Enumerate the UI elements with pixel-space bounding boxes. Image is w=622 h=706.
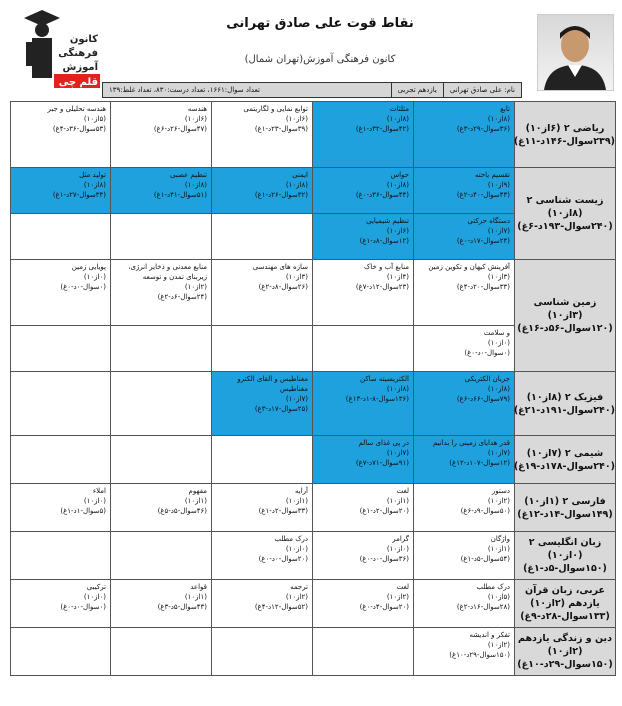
topic-score: (۹از۱۰) bbox=[487, 181, 510, 189]
topic-cell bbox=[11, 214, 111, 260]
topic-name: پویایی زمین bbox=[71, 263, 106, 271]
topic-name: املاء bbox=[92, 487, 106, 495]
logo-line4: قلم چی bbox=[58, 77, 98, 88]
topic-score: (۷از۱۰) bbox=[285, 395, 308, 403]
topic-stats: (۵۴سوال-۵د-۱غ) bbox=[460, 555, 510, 563]
topic-cell bbox=[313, 102, 414, 168]
topic-score: (۸از۱۰) bbox=[184, 181, 207, 189]
topic-cell bbox=[313, 436, 414, 484]
topic-cell bbox=[111, 532, 212, 580]
student-info-bar bbox=[102, 82, 522, 98]
subject-name: ریاضی ۲ (۶از۱۰) bbox=[525, 122, 605, 134]
topic-stats: (۳۶سوال-۲۹د-۳غ) bbox=[456, 125, 510, 133]
topic-name: تنظیم عصبی bbox=[170, 171, 207, 179]
topic-score: (۱از۱۰) bbox=[184, 593, 207, 601]
topic-stats: (۲۴سوال-۱۷د-۰غ) bbox=[456, 237, 510, 245]
subject-cell bbox=[515, 484, 616, 532]
topic-cell bbox=[313, 628, 414, 676]
table-row bbox=[11, 532, 616, 580]
topic-stats: (۱۲سوال-۸د-۱غ) bbox=[359, 237, 409, 245]
topic-score: (۱از۱۰) bbox=[285, 497, 308, 505]
topic-cell bbox=[212, 484, 313, 532]
topic-score: (۰از۱۰) bbox=[487, 339, 510, 347]
topic-name: تنظیم شیمیایی bbox=[366, 217, 409, 225]
topic-name: و سلامت bbox=[483, 329, 510, 337]
topic-name: ترکیبی bbox=[86, 583, 106, 591]
topic-name: منابع آب و خاک bbox=[364, 263, 409, 271]
topic-cell bbox=[11, 168, 111, 214]
student-photo bbox=[537, 14, 614, 91]
subject-cell bbox=[515, 580, 616, 628]
topic-cell bbox=[414, 436, 515, 484]
subject-cell bbox=[515, 628, 616, 676]
topic-stats: (۹۱سوال-۷۱د-۷غ) bbox=[355, 459, 409, 467]
topic-stats: (۵۱سوال-۴۱د-۱غ) bbox=[153, 191, 207, 199]
topic-cell bbox=[111, 168, 212, 214]
topic-cell bbox=[111, 484, 212, 532]
topic-cell bbox=[414, 532, 515, 580]
topic-stats: (۳۹سوال-۲۳د-۱غ) bbox=[254, 125, 308, 133]
topic-score: (۶از۱۰) bbox=[184, 115, 207, 123]
topic-cell bbox=[313, 532, 414, 580]
topic-score: (۲از۱۰) bbox=[386, 593, 409, 601]
topic-stats: (۲۰سوال-۲د-۱غ) bbox=[359, 507, 409, 515]
topic-score: (۱از۱۰) bbox=[386, 497, 409, 505]
topic-name: سازه های مهندسی bbox=[252, 263, 308, 271]
topic-cell bbox=[111, 214, 212, 260]
logo-line3: آموزش bbox=[62, 62, 98, 73]
topic-name: آفرینش کیهان و تکوین زمین bbox=[428, 263, 510, 271]
topic-stats: (۴۶سوال-۵د-۵غ) bbox=[157, 507, 207, 515]
topic-cell bbox=[414, 628, 515, 676]
topic-name: هندسه bbox=[187, 105, 207, 113]
topic-cell bbox=[414, 484, 515, 532]
topic-name: قدر هدایای زمینی را بدانیم bbox=[433, 439, 510, 447]
topic-name: جریان الکتریکی bbox=[464, 375, 510, 383]
topic-score: (۸از۱۰) bbox=[386, 181, 409, 189]
topic-score: (۲از۱۰) bbox=[184, 283, 207, 291]
topic-cell bbox=[212, 532, 313, 580]
topic-stats: (۵۲سوال-۱۲د-۴غ) bbox=[254, 603, 308, 611]
topic-name: درک مطلب bbox=[476, 583, 510, 591]
topic-name: قواعد bbox=[190, 583, 207, 591]
topic-score: (۰از۱۰) bbox=[83, 593, 106, 601]
topic-cell bbox=[11, 532, 111, 580]
subject-stats: (۲۴۰سوال-۱۷۸د-۱۹غ) bbox=[513, 460, 615, 472]
topic-score: (۸از۱۰) bbox=[83, 181, 106, 189]
topic-cell bbox=[414, 326, 515, 372]
strengths-table bbox=[10, 101, 616, 676]
table-row bbox=[11, 168, 616, 214]
topic-cell bbox=[414, 214, 515, 260]
topic-cell bbox=[313, 484, 414, 532]
subject-name: زمین شناسی (۳از۱۰) bbox=[533, 297, 597, 321]
subject-stats: (۱۲۰سوال-۵۶د-۱۶غ) bbox=[517, 323, 613, 334]
subject-cell bbox=[515, 168, 616, 260]
topic-name: توابع نمایی و لگاریتمی bbox=[243, 105, 308, 113]
topic-cell bbox=[212, 214, 313, 260]
subject-name: شیمی ۲ (۷از۱۰) bbox=[526, 447, 604, 459]
table-row bbox=[11, 260, 616, 326]
topic-cell bbox=[212, 260, 313, 326]
subject-name: دین و زندگی یازدهم (۲از۱۰) bbox=[518, 633, 612, 657]
table-row bbox=[11, 580, 616, 628]
topic-score: (۴از۱۰) bbox=[386, 273, 409, 281]
subject-cell bbox=[515, 436, 616, 484]
topic-cell bbox=[313, 372, 414, 436]
topic-cell bbox=[111, 580, 212, 628]
subject-name: زبان انگلیسی ۲ (۰از۱۰) bbox=[528, 537, 602, 561]
topic-cell bbox=[11, 102, 111, 168]
topic-name: گرامر bbox=[392, 535, 409, 543]
topic-stats: (۲۶سوال-۸د-۲غ) bbox=[258, 283, 308, 291]
topic-score: (۸از۱۰) bbox=[487, 385, 510, 393]
topic-cell bbox=[212, 326, 313, 372]
topic-cell bbox=[414, 102, 515, 168]
student-grade: یازدهم تجربی bbox=[391, 83, 443, 97]
topic-score: (۱از۱۰) bbox=[487, 545, 510, 553]
topic-score: (۶از۱۰) bbox=[386, 227, 409, 235]
topic-score: (۵از۱۰) bbox=[487, 593, 510, 601]
topic-name: درک مطلب bbox=[274, 535, 308, 543]
subject-stats: (۱۳۳سوال-۲۸د-۹غ) bbox=[520, 611, 610, 622]
topic-cell bbox=[111, 260, 212, 326]
topic-cell bbox=[212, 372, 313, 436]
topic-name: تقسیم یاخته bbox=[474, 171, 510, 179]
topic-cell bbox=[414, 580, 515, 628]
topic-cell bbox=[111, 326, 212, 372]
topic-stats: (۲۰سوال-۰د-۰غ) bbox=[258, 555, 308, 563]
table-row bbox=[11, 484, 616, 532]
subject-cell bbox=[515, 102, 616, 168]
topic-score: (۸از۱۰) bbox=[386, 115, 409, 123]
topic-stats: (۱۳۶سوال-۸-۱د-۱۳غ) bbox=[345, 395, 409, 403]
topic-cell bbox=[11, 580, 111, 628]
topic-stats: (۰سوال-۰د-۰غ) bbox=[464, 349, 510, 357]
topic-name: الکتریسیته ساکن bbox=[360, 375, 409, 383]
topic-name: ایمنی bbox=[292, 171, 308, 179]
topic-name: لغت bbox=[396, 487, 409, 495]
topic-stats: (۴۴سوال-۳۶د-۰غ) bbox=[355, 191, 409, 199]
topic-stats: (۵۰سوال-۹د-۶غ) bbox=[460, 507, 510, 515]
topic-score: (۱از۱۰) bbox=[184, 497, 207, 505]
subject-cell bbox=[515, 532, 616, 580]
topic-stats: (۳۳سوال-۲د-۱غ) bbox=[258, 507, 308, 515]
topic-cell bbox=[414, 372, 515, 436]
topic-score: (۳از۱۰) bbox=[487, 273, 510, 281]
table-row bbox=[11, 372, 616, 436]
table-row bbox=[11, 436, 616, 484]
topic-cell bbox=[111, 372, 212, 436]
topic-stats: (۴۳سوال-۴۰د-۲غ) bbox=[456, 191, 510, 199]
topic-cell bbox=[212, 436, 313, 484]
topic-score: (۷از۱۰) bbox=[386, 449, 409, 457]
logo-line2: فرهنگی bbox=[58, 48, 98, 59]
topic-cell bbox=[212, 580, 313, 628]
topic-stats: (۳۴سوال-۲۷د-۱غ) bbox=[52, 191, 106, 199]
subject-name: عربی، زبان قرآن یازدهم (۲از۱۰) bbox=[524, 585, 605, 609]
topic-score: (۰از۱۰) bbox=[83, 497, 106, 505]
topic-stats: (۲۵سوال-۱۷د-۳غ) bbox=[254, 405, 308, 413]
topic-name: واژگان bbox=[490, 535, 510, 543]
topic-score: (۸از۱۰) bbox=[285, 181, 308, 189]
subject-stats: (۱۵۰سوال-۵د-۱غ) bbox=[523, 563, 607, 574]
topic-name: مثلثات bbox=[389, 105, 409, 113]
topic-name: ترجمه bbox=[290, 583, 308, 591]
topic-score: (۳از۱۰) bbox=[285, 273, 308, 281]
topic-name: تولید مثل bbox=[79, 171, 106, 179]
topic-stats: (۴۷سوال-۲۶د-۶غ) bbox=[153, 125, 207, 133]
table-row bbox=[11, 628, 616, 676]
topic-cell bbox=[313, 214, 414, 260]
subject-name: زیست شناسی ۲ (۸از۱۰) bbox=[526, 195, 604, 219]
topic-cell bbox=[111, 102, 212, 168]
topic-stats: (۱۵۰سوال-۲۹د-۱۰غ) bbox=[449, 651, 510, 659]
topic-stats: (۵سوال-۱د-۱غ) bbox=[60, 507, 106, 515]
topic-name: دستگاه حرکتی bbox=[467, 217, 510, 225]
topic-cell bbox=[11, 436, 111, 484]
topic-name: مغناطیس و القای الکترو مغناطیس bbox=[237, 375, 308, 393]
topic-name: تابع bbox=[500, 105, 510, 113]
topic-name: حواس bbox=[390, 171, 409, 179]
topic-cell bbox=[313, 168, 414, 214]
topic-cell bbox=[11, 372, 111, 436]
topic-score: (۲از۱۰) bbox=[487, 641, 510, 649]
subject-stats: (۲۴۰سوال-۱۹۱د-۲۱غ) bbox=[513, 404, 615, 416]
subject-stats: (۱۵۰سوال-۲۹د-۱۰غ) bbox=[517, 659, 613, 670]
subject-cell bbox=[515, 260, 616, 372]
topic-stats: (۴۲سوال-۳۲د-۱غ) bbox=[355, 125, 409, 133]
topic-cell bbox=[414, 260, 515, 326]
topic-score: (۰از۱۰) bbox=[386, 545, 409, 553]
student-name: نام: علی صادق تهرانی bbox=[443, 83, 521, 97]
subject-stats: (۱۴۹سوال-۱۴د-۱۲غ) bbox=[517, 508, 613, 520]
topic-stats: (۳۳سوال-۲۰د-۴غ) bbox=[456, 283, 510, 291]
subject-stats: (۲۴۰سوال-۱۹۳د-۶غ) bbox=[517, 221, 613, 232]
topic-name: دستور bbox=[491, 487, 510, 495]
topic-score: (۲از۱۰) bbox=[285, 593, 308, 601]
topic-cell bbox=[111, 436, 212, 484]
subject-cell bbox=[515, 372, 616, 436]
topic-score: (۲از۱۰) bbox=[487, 497, 510, 505]
subject-stats: (۲۳۹سوال-۱۴۶د-۱۱غ) bbox=[513, 135, 615, 147]
topic-stats: (۰سوال-۰د-۰غ) bbox=[60, 283, 106, 291]
kanoon-logo bbox=[20, 8, 104, 100]
topic-stats: (۳۲سوال-۲۶د-۱غ) bbox=[254, 191, 308, 199]
topic-cell bbox=[212, 628, 313, 676]
topic-cell bbox=[313, 326, 414, 372]
report-title: نقاط قوت علی صادق تهرانی bbox=[226, 16, 414, 31]
logo-line1: کانون bbox=[69, 34, 98, 45]
topic-name: آرایه bbox=[295, 487, 308, 495]
topic-cell bbox=[11, 260, 111, 326]
topic-stats: (۲۰سوال-۴د-۰غ) bbox=[359, 603, 409, 611]
topic-stats: (۲۴سوال-۶د-۲غ) bbox=[157, 293, 207, 301]
topic-stats: (۳۶سوال-۰د-۰غ) bbox=[359, 555, 409, 563]
table-row bbox=[11, 102, 616, 168]
topic-cell bbox=[212, 102, 313, 168]
topic-cell bbox=[414, 168, 515, 214]
subject-name: فارسی ۲ (۱از۱۰) bbox=[524, 495, 606, 507]
topic-score: (۷از۱۰) bbox=[487, 227, 510, 235]
topic-cell bbox=[212, 168, 313, 214]
topic-name: در پی غذای سالم bbox=[358, 439, 409, 447]
topic-cell bbox=[11, 326, 111, 372]
topic-score: (۰از۱۰) bbox=[285, 545, 308, 553]
topic-score: (۰از۱۰) bbox=[83, 273, 106, 281]
topic-cell bbox=[11, 484, 111, 532]
topic-score: (۶از۱۰) bbox=[285, 115, 308, 123]
topic-stats: (۴۳سوال-۵د-۳غ) bbox=[157, 603, 207, 611]
topic-stats: (۵۳سوال-۳۶د-۴غ) bbox=[52, 125, 106, 133]
topic-score: (۷از۱۰) bbox=[487, 449, 510, 457]
topic-cell bbox=[313, 580, 414, 628]
topic-stats: (۲۳سوال-۱۲د-۷غ) bbox=[355, 283, 409, 291]
topic-stats: (۰سوال-۰د-۰غ) bbox=[60, 603, 106, 611]
topic-score: (۸از۱۰) bbox=[487, 115, 510, 123]
topic-name: منابع معدنی و ذخایر انرژی، زیربنای تمدن و توسعه bbox=[128, 263, 207, 281]
report-subtitle: کانون فرهنگی آموزش(تهران شمال) bbox=[244, 54, 396, 65]
topic-cell bbox=[11, 628, 111, 676]
topic-cell bbox=[313, 260, 414, 326]
topic-name: لغت bbox=[396, 583, 409, 591]
topic-cell bbox=[111, 628, 212, 676]
topic-stats: (۲۸سوال-۱۶د-۲غ) bbox=[456, 603, 510, 611]
topic-stats: (۷۹سوال-۶۶د-۶غ) bbox=[456, 395, 510, 403]
exam-stats: تعداد سوال:۱۶۶۱، تعداد درست:۸۳۰، تعداد غلط:۱۳۹ bbox=[109, 86, 260, 94]
topic-score: (۸از۱۰) bbox=[386, 385, 409, 393]
subject-name: فیزیک ۲ (۸از۱۰) bbox=[526, 391, 604, 403]
topic-name: مفهوم bbox=[188, 487, 207, 495]
topic-name: هندسه تحلیلی و جبر bbox=[47, 105, 106, 113]
topic-score: (۵از۱۰) bbox=[83, 115, 106, 123]
topic-stats: (۱۲سوال-۱۰۷د-۱۲غ) bbox=[449, 459, 510, 467]
topic-name: تفکر و اندیشه bbox=[469, 631, 510, 639]
